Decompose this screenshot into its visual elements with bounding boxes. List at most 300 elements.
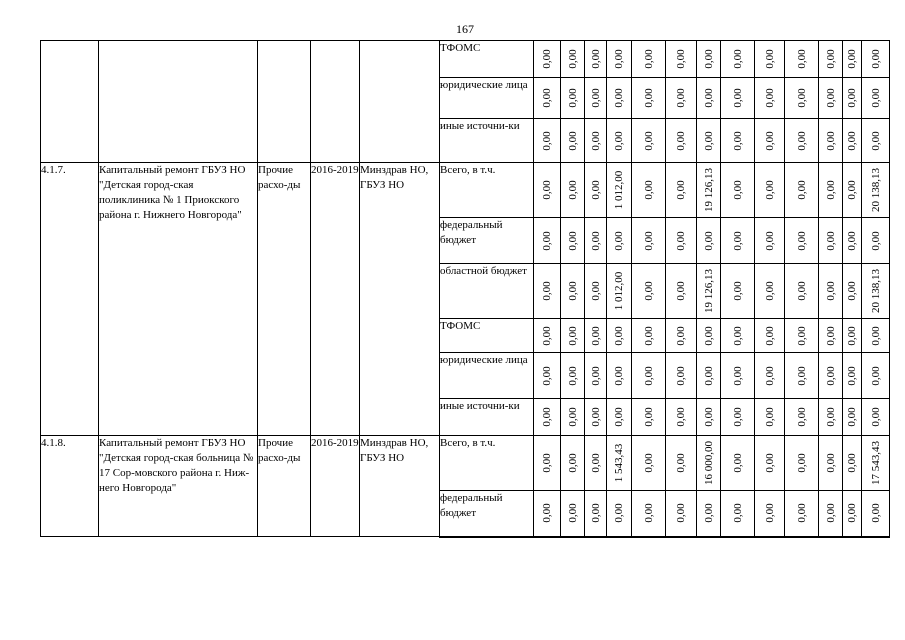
value-text: 0,00 [675, 503, 687, 523]
value-text: 0,00 [642, 180, 655, 200]
value-text: 0,00 [824, 230, 837, 251]
cell-value [534, 491, 561, 537]
value-text: 0,00 [795, 365, 808, 386]
value-text: 0,00 [702, 130, 715, 151]
value-text: 0,00 [642, 88, 655, 108]
cell-value [534, 78, 561, 119]
cell-value [534, 218, 561, 264]
cell-value [607, 353, 632, 399]
cell-value [819, 218, 843, 264]
cell-source: федеральный бюджет [440, 491, 534, 537]
cell-value [721, 353, 755, 399]
value-text: 0,00 [675, 325, 687, 346]
cell-name [99, 41, 258, 163]
cell-value [585, 119, 607, 163]
cell-value [561, 264, 585, 319]
value-text: 0,00 [642, 365, 655, 386]
cell-value [819, 491, 843, 537]
cell-value [666, 41, 697, 78]
value-text: 0,00 [675, 407, 687, 427]
value-text: 0,00 [589, 365, 602, 386]
value-text: 0,00 [642, 407, 655, 427]
value-text: 0,00 [869, 325, 882, 346]
cell-value [561, 436, 585, 491]
value-text: 0,00 [589, 49, 602, 69]
cell-value [862, 163, 890, 218]
cell-value [666, 436, 697, 491]
cell-value [843, 491, 862, 537]
cell-value [819, 41, 843, 78]
cell-value [632, 119, 666, 163]
value-text: 0,00 [589, 230, 602, 251]
value-text: 0,00 [795, 281, 808, 301]
value-text: 0,00 [613, 503, 625, 523]
cell-value [819, 264, 843, 319]
cell-value [721, 264, 755, 319]
value-text: 0,00 [541, 503, 553, 523]
cell-value [632, 218, 666, 264]
cell-value [607, 78, 632, 119]
cell-value [607, 264, 632, 319]
value-text: 0,00 [613, 407, 625, 427]
cell-value [632, 78, 666, 119]
value-text: 0,00 [763, 180, 776, 200]
value-text: 0,00 [795, 503, 808, 523]
value-text: 0,00 [675, 49, 687, 69]
value-text: 0,00 [566, 88, 579, 108]
cell-value [862, 399, 890, 436]
cell-value [666, 218, 697, 264]
value-text: 0,00 [763, 230, 776, 251]
cell-value [862, 78, 890, 119]
value-text: 0,00 [846, 49, 858, 69]
cell-value [785, 218, 819, 264]
value-text: 1 543,43 [613, 443, 625, 483]
value-text: 0,00 [541, 453, 553, 473]
cell-period: 2016-2019 [311, 163, 360, 436]
value-text: 0,00 [869, 230, 882, 251]
value-text: 0,00 [541, 365, 553, 386]
cell-value [697, 119, 721, 163]
cell-value [561, 78, 585, 119]
cell-exec: Минздрав НО, ГБУЗ НО [360, 436, 440, 537]
cell-value [721, 41, 755, 78]
value-text: 0,00 [566, 281, 579, 301]
cell-value [755, 218, 785, 264]
cell-value [721, 218, 755, 264]
cell-value [862, 218, 890, 264]
value-text: 0,00 [642, 453, 655, 473]
value-text: 0,00 [795, 180, 808, 200]
value-text: 0,00 [642, 49, 655, 69]
value-text: 0,00 [869, 365, 882, 386]
value-text: 0,00 [675, 365, 687, 386]
value-text: 0,00 [589, 180, 602, 200]
value-text: 0,00 [642, 281, 655, 301]
cell-type: Прочие расхо-ды [258, 163, 311, 436]
cell-value [785, 491, 819, 537]
value-text: 0,00 [763, 325, 776, 346]
value-text: 0,00 [613, 365, 625, 386]
value-text: 0,00 [824, 49, 837, 69]
cell-value [721, 319, 755, 353]
value-text: 0,00 [763, 365, 776, 386]
cell-value [585, 436, 607, 491]
cell-value [534, 41, 561, 78]
value-text: 0,00 [566, 325, 579, 346]
cell-source: иные источни-ки [440, 119, 534, 163]
cell-value [632, 436, 666, 491]
value-text: 0,00 [731, 88, 744, 108]
cell-value [585, 264, 607, 319]
value-text: 0,00 [763, 88, 776, 108]
cell-value [755, 78, 785, 119]
cell-value [585, 353, 607, 399]
value-text: 0,00 [613, 130, 625, 151]
value-text: 0,00 [702, 49, 715, 69]
value-text: 0,00 [824, 365, 837, 386]
cell-source: областной бюджет [440, 264, 534, 319]
cell-value [607, 41, 632, 78]
value-text: 0,00 [763, 130, 776, 151]
cell-value [785, 353, 819, 399]
value-text: 0,00 [731, 453, 744, 473]
cell-value [666, 319, 697, 353]
cell-source: федеральный бюджет [440, 218, 534, 264]
cell-value [632, 491, 666, 537]
value-text: 0,00 [702, 325, 715, 346]
cell-source: Всего, в т.ч. [440, 436, 534, 491]
value-text: 0,00 [795, 130, 808, 151]
cell-value [843, 218, 862, 264]
value-text: 0,00 [566, 180, 579, 200]
cell-value [755, 319, 785, 353]
value-text: 0,00 [702, 230, 715, 251]
value-text: 0,00 [869, 407, 882, 427]
cell-value [755, 436, 785, 491]
value-text: 0,00 [541, 130, 553, 151]
cell-value [697, 41, 721, 78]
cell-value [585, 78, 607, 119]
cell-value [862, 353, 890, 399]
value-text: 0,00 [731, 49, 744, 69]
value-text: 0,00 [846, 88, 858, 108]
value-text: 0,00 [642, 325, 655, 346]
value-text: 0,00 [675, 281, 687, 301]
cell-value [697, 218, 721, 264]
value-text: 0,00 [589, 88, 602, 108]
cell-value [755, 163, 785, 218]
value-text: 0,00 [824, 88, 837, 108]
cell-value [843, 163, 862, 218]
cell-value [843, 119, 862, 163]
value-text: 0,00 [824, 407, 837, 427]
value-text: 0,00 [702, 407, 715, 427]
cell-value [755, 41, 785, 78]
value-text: 1 012,00 [613, 170, 625, 210]
value-text: 0,00 [846, 503, 858, 523]
cell-value [862, 119, 890, 163]
value-text: 0,00 [731, 325, 744, 346]
cell-value [632, 163, 666, 218]
value-text: 0,00 [731, 503, 744, 523]
cell-value [666, 491, 697, 537]
value-text: 0,00 [702, 503, 715, 523]
value-text: 0,00 [731, 281, 744, 301]
value-text: 0,00 [763, 281, 776, 301]
cell-value [785, 399, 819, 436]
value-text: 0,00 [846, 281, 858, 301]
cell-value [721, 78, 755, 119]
cell-value [843, 78, 862, 119]
cell-value [721, 491, 755, 537]
cell-exec [360, 41, 440, 163]
cell-value [843, 436, 862, 491]
value-text: 0,00 [589, 407, 602, 427]
cell-value [585, 218, 607, 264]
value-text: 0,00 [541, 49, 553, 69]
cell-exec: Минздрав НО, ГБУЗ НО [360, 163, 440, 436]
value-text: 0,00 [795, 453, 808, 473]
cell-value [607, 319, 632, 353]
value-text: 0,00 [824, 281, 837, 301]
value-text: 0,00 [731, 180, 744, 200]
value-text: 0,00 [566, 453, 579, 473]
value-text: 20 138,13 [869, 168, 882, 212]
value-text: 0,00 [675, 180, 687, 200]
cell-period [311, 41, 360, 163]
value-text: 19 126,13 [702, 168, 715, 212]
value-text: 0,00 [824, 453, 837, 473]
cell-value [534, 163, 561, 218]
cell-value [666, 399, 697, 436]
cell-value [666, 163, 697, 218]
cell-value [585, 163, 607, 218]
cell-source: Всего, в т.ч. [440, 163, 534, 218]
cell-value [561, 163, 585, 218]
value-text: 0,00 [541, 88, 553, 108]
value-text: 0,00 [869, 503, 882, 523]
table-row [41, 436, 890, 491]
cell-value [785, 41, 819, 78]
value-text: 0,00 [589, 281, 602, 301]
cell-value [561, 119, 585, 163]
cell-value [534, 399, 561, 436]
value-text: 0,00 [675, 230, 687, 251]
cell-value [534, 319, 561, 353]
value-text: 0,00 [824, 325, 837, 346]
cell-value [666, 264, 697, 319]
cell-value [561, 319, 585, 353]
cell-type: Прочие расхо-ды [258, 436, 311, 537]
cell-value [607, 491, 632, 537]
value-text: 0,00 [731, 365, 744, 386]
value-text: 0,00 [869, 49, 882, 69]
value-text: 0,00 [541, 325, 553, 346]
cell-value [721, 119, 755, 163]
cell-value [785, 119, 819, 163]
cell-value [666, 78, 697, 119]
table-row [41, 41, 890, 78]
value-text: 0,00 [824, 503, 837, 523]
cell-source: юридические лица [440, 78, 534, 119]
value-text: 0,00 [642, 130, 655, 151]
value-text: 0,00 [589, 453, 602, 473]
cell-value [585, 491, 607, 537]
cell-source: иные источни-ки [440, 399, 534, 436]
value-text: 0,00 [675, 453, 687, 473]
value-text: 0,00 [763, 453, 776, 473]
cell-value [561, 399, 585, 436]
value-text: 0,00 [824, 130, 837, 151]
budget-table [40, 40, 890, 538]
cell-value [585, 41, 607, 78]
value-text: 0,00 [702, 365, 715, 386]
cell-value [755, 264, 785, 319]
cell-id: 4.1.7. [41, 163, 99, 436]
cell-value [785, 264, 819, 319]
cell-value [843, 319, 862, 353]
cell-value [534, 119, 561, 163]
cell-type [258, 41, 311, 163]
cell-value [607, 218, 632, 264]
value-text: 0,00 [731, 130, 744, 151]
cell-value [819, 78, 843, 119]
value-text: 0,00 [846, 453, 858, 473]
value-text: 0,00 [613, 88, 625, 108]
value-text: 0,00 [541, 180, 553, 200]
cell-value [862, 319, 890, 353]
cell-name: Капитальный ремонт ГБУЗ НО "Детская город-ская поликлиника № 1 Приокского района г. Нижнего Новгорода" [99, 163, 258, 436]
cell-value [697, 436, 721, 491]
value-text: 19 126,13 [702, 269, 715, 313]
value-text: 0,00 [613, 325, 625, 346]
cell-value [862, 264, 890, 319]
cell-value [607, 119, 632, 163]
cell-value [632, 264, 666, 319]
cell-value [697, 399, 721, 436]
cell-value [534, 436, 561, 491]
cell-value [819, 319, 843, 353]
cell-value [819, 119, 843, 163]
cell-value [819, 163, 843, 218]
cell-value [721, 436, 755, 491]
cell-value [721, 163, 755, 218]
cell-value [666, 119, 697, 163]
value-text: 0,00 [846, 230, 858, 251]
cell-value [632, 399, 666, 436]
cell-value [534, 264, 561, 319]
cell-value [785, 78, 819, 119]
cell-id [41, 41, 99, 163]
cell-source: ТФОМС [440, 41, 534, 78]
value-text: 0,00 [795, 407, 808, 427]
value-text: 0,00 [541, 281, 553, 301]
cell-value [843, 41, 862, 78]
value-text: 0,00 [566, 130, 579, 151]
cell-value [862, 491, 890, 537]
page-number: 167 [456, 22, 474, 36]
cell-value [819, 436, 843, 491]
value-text: 0,00 [824, 180, 837, 200]
value-text: 0,00 [613, 230, 625, 251]
value-text: 0,00 [566, 49, 579, 69]
value-text: 0,00 [846, 407, 858, 427]
value-text: 0,00 [541, 407, 553, 427]
value-text: 0,00 [731, 407, 744, 427]
value-text: 0,00 [846, 365, 858, 386]
value-text: 0,00 [846, 325, 858, 346]
value-text: 0,00 [541, 230, 553, 251]
cell-name: Капитальный ремонт ГБУЗ НО "Детская город-ская больница № 17 Сор-мовского района г. Ниж-него Новгорода" [99, 436, 258, 537]
cell-value [607, 436, 632, 491]
cell-value [561, 41, 585, 78]
table-row [41, 163, 890, 218]
cell-value [755, 491, 785, 537]
cell-value [585, 399, 607, 436]
cell-id: 4.1.8. [41, 436, 99, 537]
cell-value [632, 41, 666, 78]
cell-value [666, 353, 697, 399]
value-text: 0,00 [795, 49, 808, 69]
cell-value [561, 491, 585, 537]
value-text: 0,00 [589, 325, 602, 346]
cell-value [632, 353, 666, 399]
cell-value [755, 119, 785, 163]
cell-value [697, 163, 721, 218]
value-text: 0,00 [763, 49, 776, 69]
value-text: 0,00 [642, 503, 655, 523]
cell-value [785, 436, 819, 491]
cell-period: 2016-2019 [311, 436, 360, 537]
value-text: 0,00 [795, 230, 808, 251]
cell-value [819, 399, 843, 436]
cell-value [862, 41, 890, 78]
value-text: 0,00 [869, 130, 882, 151]
cell-value [585, 319, 607, 353]
cell-value [697, 491, 721, 537]
value-text: 0,00 [675, 130, 687, 151]
value-text: 0,00 [763, 503, 776, 523]
cell-value [697, 353, 721, 399]
cell-value [755, 353, 785, 399]
cell-value [534, 353, 561, 399]
value-text: 0,00 [763, 407, 776, 427]
cell-source: юридические лица [440, 353, 534, 399]
cell-value [755, 399, 785, 436]
value-text: 0,00 [566, 365, 579, 386]
cell-value [632, 319, 666, 353]
value-text: 0,00 [675, 88, 687, 108]
cell-value [843, 353, 862, 399]
value-text: 0,00 [566, 230, 579, 251]
cell-value [697, 319, 721, 353]
value-text: 16 000,00 [702, 441, 715, 485]
value-text: 0,00 [566, 407, 579, 427]
cell-value [843, 399, 862, 436]
cell-value [607, 399, 632, 436]
cell-value [819, 353, 843, 399]
value-text: 0,00 [846, 180, 858, 200]
value-text: 0,00 [731, 230, 744, 251]
value-text: 1 012,00 [613, 271, 625, 311]
value-text: 0,00 [589, 130, 602, 151]
cell-value [561, 353, 585, 399]
cell-value [862, 436, 890, 491]
cell-value [697, 264, 721, 319]
value-text: 0,00 [642, 230, 655, 251]
value-text: 0,00 [566, 503, 579, 523]
